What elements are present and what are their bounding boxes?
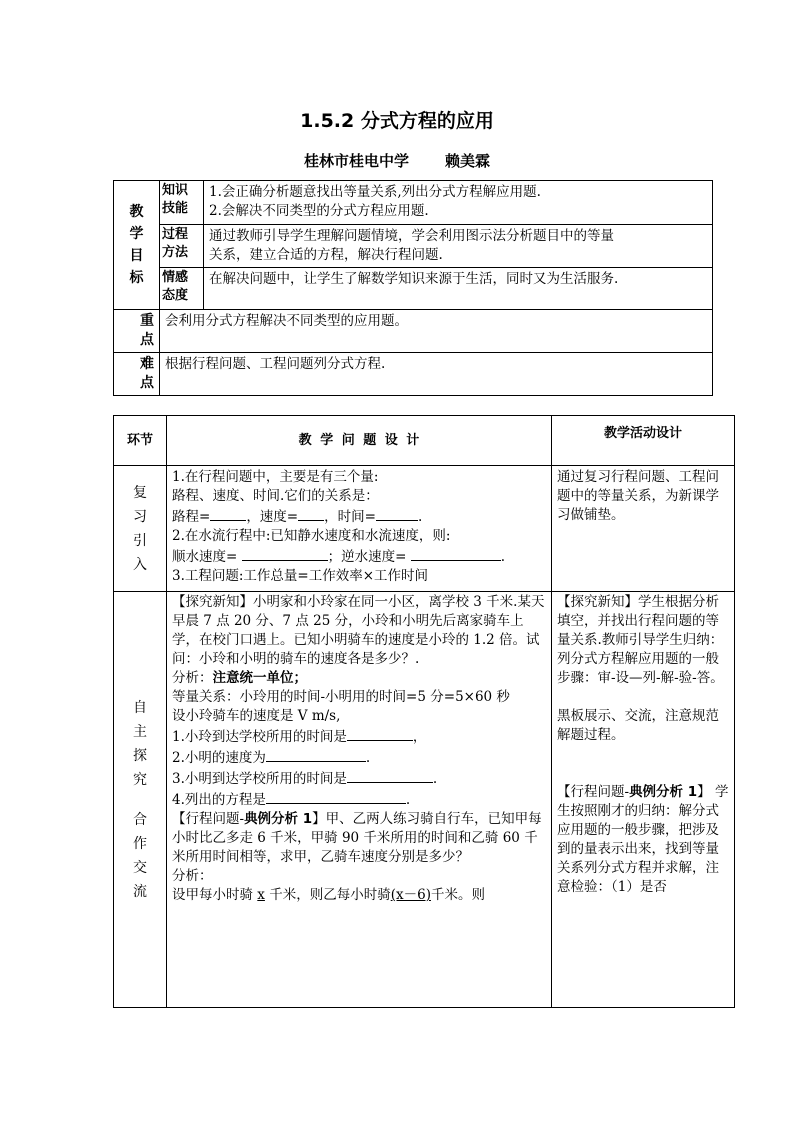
objectives-label: 教 学 目 标	[114, 181, 160, 310]
stage-header: 环节	[114, 416, 167, 466]
key-point-text: 会利用分式方程解决不同类型的应用题。	[160, 310, 713, 353]
difficulty-text: 根据行程问题、工程问题列分式方程.	[160, 353, 713, 396]
review-content: 1.在行程问题中，主要是有三个量: 路程、速度、时间.它们的关系是： 路程= ，速度= ，时间= . 2.在水流行程中:已知静水速度和水流速度，则: 顺水速度= ；逆水速度= . 3.工程问题:工作总量=工作效率×工作时间	[167, 466, 552, 592]
knowledge-label: 知识 技能	[160, 181, 204, 225]
school-name: 桂林市桂电中学	[303, 152, 409, 170]
explore-activity: 【探究新知】学生根据分析填空，并找出行程问题的等量关系.教师引导学生归纳：列分式方程解应用题的一般步骤：审-设—列-解-验-答。 黑板展示、交流，注意规范解题过程。 【行程问题-典例分析 1】 学生按照刚才的归纳：解分式应用题的一般步骤，把涉及到的量表示出来，找到等量关系列分式方程并求解，注意检验：（1）是否	[552, 592, 735, 1008]
author-line	[0, 150, 794, 171]
activity-header: 教学活动设计	[552, 416, 735, 466]
author-name: 赖美霖	[445, 152, 491, 170]
page-title: 1.5.2 分式方程的应用	[300, 110, 494, 132]
explore-stage: 自 主 探 究 合 作 交 流	[114, 592, 167, 1008]
attitude-text: 在解决问题中，让学生了解数学知识来源于生活，同时又为生活服务.	[204, 268, 713, 310]
design-header: 教 学 问 题 设 计	[167, 416, 552, 466]
review-stage: 复 习 引 入	[114, 466, 167, 592]
lesson-plan-table	[113, 415, 735, 1008]
explore-content: 【探究新知】小明家和小玲家在同一小区，离学校 3 千米.某天早晨 7 点 20 分、7 点 25 分，小玲和小明先后离家骑车上学，在校门口遇上。已知小明骑车的速度是小玲的 1.2 倍。试问：小玲和小明的骑车的速度各是多少？. 分析：注意统一单位； 等量关系：小玲用的时间-小明用的时间=5 分=5×60 秒 设小玲骑车的速度是 V m/s, 1.小玲到达学校所用的时间是 ， 2.小明的速度为 . 3.小明到达学校所用的时间是 . 4.列出的方程是 . 【行程问题-典例分析 1】甲、乙两人练习骑自行车，已知甲每小时比乙多走 6 千米，甲骑 90 千米所用的时间和乙骑 60 千米所用时间相等，求甲，乙骑车速度分别是多少？ 分析： 设甲每小时骑 x 千米，则乙每小时骑(x－6)千米。则	[167, 592, 552, 1008]
key-point-label: 重 点	[114, 310, 160, 353]
attitude-label: 情感 态度	[160, 268, 204, 310]
knowledge-text: 1.会正确分析题意找出等量关系,列出分式方程解应用题. 2.会解决不同类型的分式方程应用题.	[204, 181, 713, 225]
process-text: 通过教师引导学生理解问题情境，学会利用图示法分析题目中的等量 关系，建立合适的方程，解决行程问题.	[204, 225, 713, 268]
difficulty-label: 难 点	[114, 353, 160, 396]
objectives-table	[113, 180, 713, 396]
process-label: 过程 方法	[160, 225, 204, 268]
review-activity: 通过复习行程问题、工程问题中的等量关系，为新课学习做铺垫。	[552, 466, 735, 592]
